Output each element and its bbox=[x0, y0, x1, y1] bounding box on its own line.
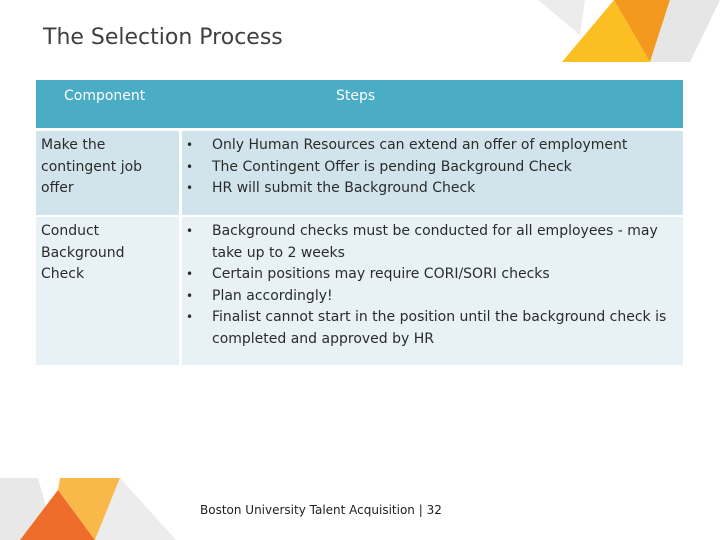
step-item bbox=[186, 157, 680, 179]
steps-list bbox=[186, 221, 680, 350]
bullet-icon: • bbox=[186, 224, 194, 238]
step-item bbox=[186, 307, 680, 350]
bullet-icon: • bbox=[186, 181, 194, 195]
bullet-icon: • bbox=[186, 267, 194, 281]
steps-list bbox=[186, 135, 680, 200]
decorative-triangles-top-right bbox=[530, 0, 720, 70]
step-text: HR will submit the Background Check bbox=[212, 180, 476, 196]
step-text: Plan accordingly! bbox=[212, 287, 333, 304]
slide-footer: Boston University Talent Acquisition | 32 bbox=[200, 503, 442, 517]
table-row bbox=[36, 217, 683, 367]
gray-triangle-left bbox=[538, 0, 585, 35]
bullet-icon: • bbox=[186, 159, 194, 174]
step-text: Certain positions may require CORI/SORI checks bbox=[212, 266, 550, 282]
bullet-icon: • bbox=[186, 288, 194, 303]
column-divider bbox=[179, 217, 182, 365]
step-text: The Contingent Offer is pending Background Check bbox=[212, 158, 572, 175]
component-cell: Make the contingent job offer bbox=[41, 137, 143, 196]
step-text: Finalist cannot start in the position until the background check is completed and approved by HR bbox=[212, 309, 667, 347]
table-header bbox=[36, 80, 683, 131]
bullet-icon: • bbox=[186, 310, 194, 324]
table-row bbox=[36, 131, 683, 217]
header-steps: Steps bbox=[336, 88, 376, 104]
selection-process-table bbox=[36, 80, 683, 367]
step-item bbox=[186, 286, 680, 308]
step-item bbox=[186, 264, 680, 286]
step-item bbox=[186, 178, 680, 200]
step-text: Only Human Resources can extend an offer of employment bbox=[212, 137, 628, 153]
step-item bbox=[186, 221, 680, 264]
step-text: Background checks must be conducted for all employees - may take up to 2 weeks bbox=[212, 223, 658, 261]
bullet-icon: • bbox=[186, 138, 194, 152]
decorative-triangles-bottom-left bbox=[0, 478, 180, 540]
slide-title: The Selection Process bbox=[43, 25, 283, 50]
column-divider bbox=[179, 131, 182, 215]
step-item bbox=[186, 135, 680, 157]
component-cell: Conduct Background Check bbox=[41, 223, 125, 282]
header-component: Component bbox=[64, 88, 146, 104]
